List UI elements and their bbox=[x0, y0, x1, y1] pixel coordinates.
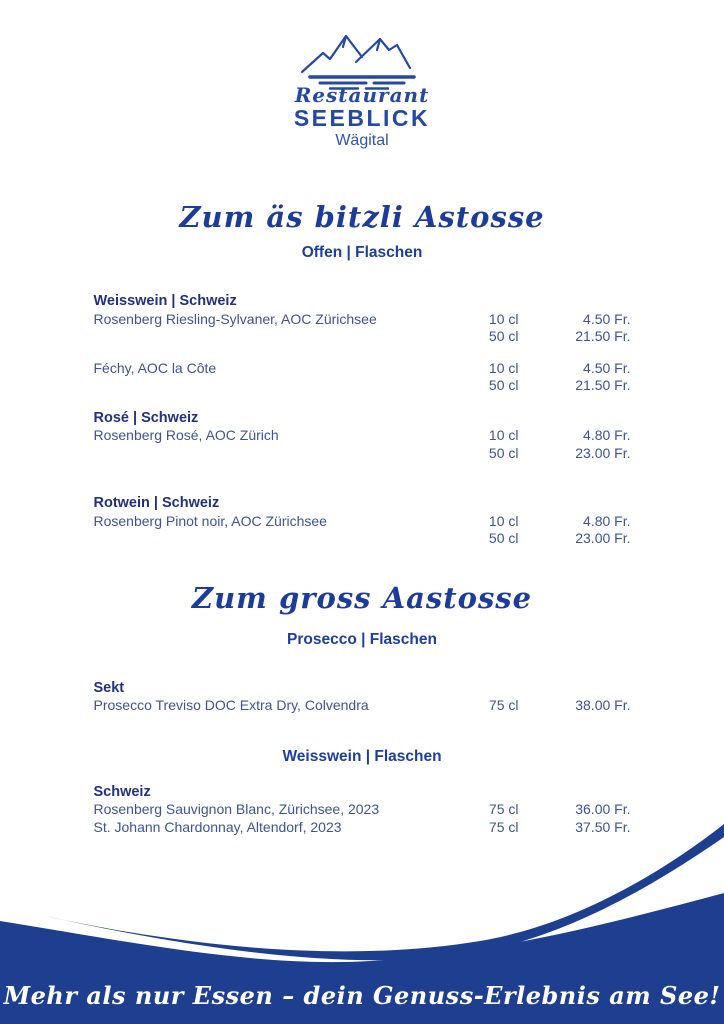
wine-price: 21.50 Fr. bbox=[575, 328, 631, 344]
group-title: Schweiz bbox=[93, 783, 151, 800]
wine-name bbox=[94, 530, 449, 548]
wine-price: 23.00 Fr. bbox=[575, 530, 631, 546]
wine-row bbox=[94, 311, 631, 329]
wine-price: 37.50 Fr. bbox=[575, 818, 631, 835]
wine-row bbox=[94, 513, 631, 531]
wine-price: 36.00 Fr. bbox=[575, 801, 631, 817]
wine-row bbox=[94, 427, 631, 445]
heading-bottles: Zum gross Aastosse bbox=[191, 580, 533, 615]
wine-size: 75 cl bbox=[488, 801, 519, 817]
wine-price: 4.80 Fr. bbox=[583, 512, 631, 529]
wine-row bbox=[94, 445, 631, 463]
wine-price: 4.80 Fr. bbox=[583, 427, 631, 443]
wine-group-rose-schweiz bbox=[94, 410, 631, 463]
group-title: Rosé | Schweiz bbox=[93, 409, 199, 426]
wine-name: Féchy, AOC la Côte bbox=[93, 359, 217, 376]
logo-restaurant-text: Restaurant bbox=[294, 83, 430, 107]
group-title: Weisswein | Schweiz bbox=[93, 293, 237, 309]
wine-group-sekt bbox=[94, 680, 631, 715]
logo-waegital-text: Wägital bbox=[335, 132, 389, 149]
heading-apero: Zum äs bitzli Astosse bbox=[179, 200, 545, 234]
wine-size: 10 cl bbox=[488, 427, 519, 443]
wine-size: 50 cl bbox=[488, 328, 519, 344]
wine-size: 50 cl bbox=[488, 377, 519, 393]
wine-row bbox=[94, 328, 631, 346]
wine-name bbox=[94, 328, 449, 346]
wine-name: Prosecco Treviso DOC Extra Dry, Colvendra bbox=[93, 697, 369, 713]
wine-size: 50 cl bbox=[488, 444, 519, 461]
wine-price: 38.00 Fr. bbox=[575, 697, 631, 713]
menu-content-bottles bbox=[94, 680, 631, 715]
wine-name: Rosenberg Rosé, AOC Zürich bbox=[93, 427, 279, 443]
group-title: Rotwein | Schweiz bbox=[93, 495, 220, 511]
footer-tagline: Mehr als nur Essen – dein Genuss-Erlebnis am See! bbox=[3, 981, 721, 1010]
wine-item bbox=[94, 427, 631, 462]
wine-row bbox=[94, 530, 631, 548]
wine-row bbox=[94, 360, 631, 378]
subheading-offen-flaschen: Offen | Flaschen bbox=[301, 244, 423, 261]
subheading-prosecco-flaschen: Prosecco | Flaschen bbox=[287, 630, 437, 648]
menu-content bbox=[94, 293, 631, 548]
wine-row bbox=[94, 697, 631, 715]
wine-name: Rosenberg Sauvignon Blanc, Zürichsee, 2023 bbox=[93, 801, 380, 817]
wine-price: 23.00 Fr. bbox=[575, 444, 631, 461]
group-title: Sekt bbox=[93, 679, 125, 696]
wine-name: Rosenberg Riesling-Sylvaner, AOC Zürichsee bbox=[93, 310, 377, 327]
wine-name: Rosenberg Pinot noir, AOC Zürichsee bbox=[93, 512, 327, 529]
wine-name bbox=[94, 377, 449, 395]
wine-name: St. Johann Chardonnay, Altendorf, 2023 bbox=[93, 818, 342, 835]
wine-price: 4.50 Fr. bbox=[583, 310, 631, 327]
wine-group-rotwein-schweiz bbox=[94, 495, 631, 548]
wine-price: 21.50 Fr. bbox=[575, 377, 631, 393]
restaurant-logo bbox=[0, 0, 724, 150]
wine-size: 75 cl bbox=[488, 818, 519, 835]
wine-group-weisswein-schweiz bbox=[94, 293, 631, 395]
wine-item bbox=[94, 513, 631, 548]
wine-row bbox=[94, 377, 631, 395]
wine-item bbox=[94, 360, 631, 395]
wine-name bbox=[94, 445, 449, 463]
wine-size: 50 cl bbox=[488, 530, 519, 546]
wine-size: 10 cl bbox=[488, 512, 519, 529]
wine-size: 75 cl bbox=[488, 697, 519, 713]
wine-item bbox=[94, 311, 631, 346]
subheading-weisswein-flaschen: Weisswein | Flaschen bbox=[282, 747, 442, 765]
wine-price: 4.50 Fr. bbox=[583, 359, 631, 376]
wine-size: 10 cl bbox=[488, 359, 519, 376]
wine-size: 10 cl bbox=[488, 310, 519, 327]
logo-seeblick-text: SEEBLICK bbox=[293, 105, 431, 131]
wine-item bbox=[94, 697, 631, 715]
